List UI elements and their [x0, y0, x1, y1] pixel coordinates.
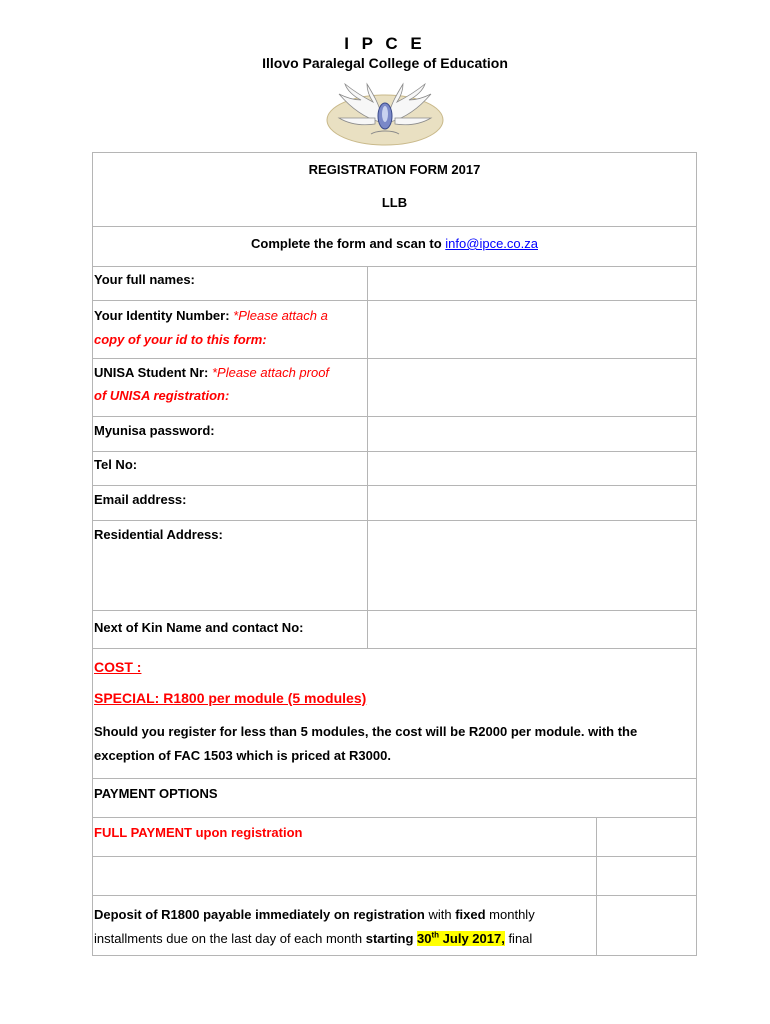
- tel-no-field[interactable]: [368, 452, 696, 485]
- blank-payment-checkbox-cell[interactable]: [597, 857, 696, 895]
- full-payment-option: FULL PAYMENT upon registration: [94, 825, 303, 840]
- deposit-option-line1: Deposit of R1800 payable immediately on registration with fixed monthly: [94, 907, 535, 922]
- identity-attach-note-line2: copy of your id to this form:: [94, 332, 267, 347]
- start-date-highlight: 30th July 2017,: [417, 930, 505, 946]
- label-unisa-student-nr: UNISA Student Nr: *Please attach proof: [94, 365, 330, 380]
- cost-heading: COST :: [94, 659, 142, 675]
- residential-address-field[interactable]: [368, 521, 696, 610]
- unisa-attach-note-line2: of UNISA registration:: [94, 388, 230, 403]
- form-title: REGISTRATION FORM 2017: [308, 162, 481, 177]
- unisa-attach-note: *Please attach proof: [211, 365, 330, 380]
- program-name: LLB: [381, 195, 408, 210]
- form-instruction: [92, 232, 697, 255]
- label-tel-no: Tel No:: [94, 457, 138, 472]
- label-full-names: Your full names:: [94, 272, 195, 287]
- winged-emblem-icon: [325, 78, 445, 146]
- cost-description-line1: Should you register for less than 5 modules, the cost will be R2000 per module. with the: [94, 724, 638, 739]
- email-address-field[interactable]: [368, 486, 696, 520]
- cost-description-line2: exception of FAC 1503 which is priced at R3000.: [94, 748, 391, 763]
- payment-options-heading: PAYMENT OPTIONS: [94, 786, 218, 801]
- identity-attach-note: *Please attach a: [233, 308, 328, 323]
- special-offer: SPECIAL: R1800 per module (5 modules): [94, 690, 367, 706]
- instruction-text: Complete the form and scan to: [250, 236, 446, 251]
- unisa-student-nr-field[interactable]: [368, 359, 696, 416]
- label-identity-number: Your Identity Number: *Please attach a: [94, 308, 328, 323]
- full-payment-checkbox-cell[interactable]: [597, 818, 696, 856]
- next-of-kin-field[interactable]: [368, 611, 696, 648]
- college-abbreviation: I P C E: [344, 34, 426, 53]
- blank-payment-row: [93, 857, 596, 895]
- label-myunisa-password: Myunisa password:: [94, 423, 215, 438]
- deposit-option-line2: installments due on the last day of each month starting 30th July 2017, final: [94, 930, 533, 946]
- email-link[interactable]: info@ipce.co.za: [445, 236, 538, 251]
- deposit-checkbox-cell[interactable]: [597, 896, 696, 955]
- label-next-of-kin: Next of Kin Name and contact No:: [94, 620, 304, 635]
- identity-number-field[interactable]: [368, 301, 696, 358]
- myunisa-password-field[interactable]: [368, 417, 696, 451]
- college-name: Illovo Paralegal College of Education: [262, 55, 508, 71]
- full-names-field[interactable]: [368, 267, 696, 300]
- label-email-address: Email address:: [94, 492, 187, 507]
- label-residential-address: Residential Address:: [94, 527, 223, 542]
